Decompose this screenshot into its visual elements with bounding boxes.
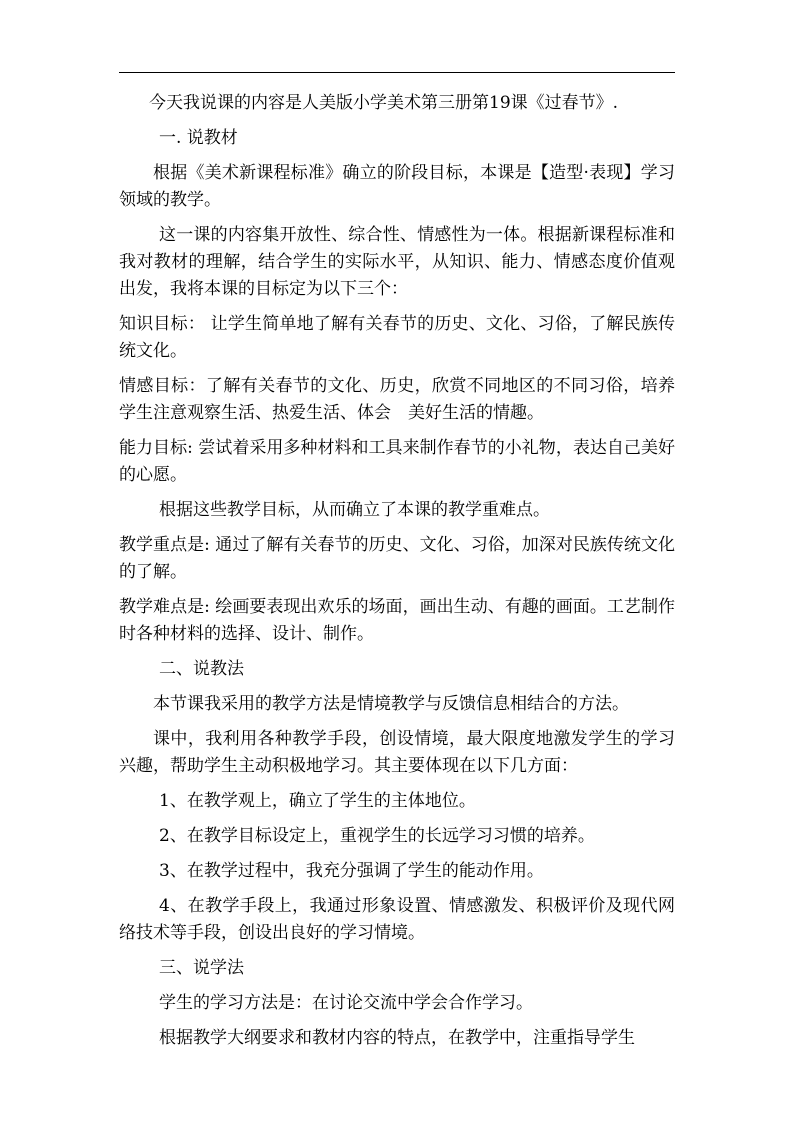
list-item-4: 4、在教学手段上，我通过形象设置、情感激发、积极评价及现代网络技术等手段，创设出良好的学习情境。	[119, 896, 675, 943]
paragraph-key-difficult-intro: 根据这些教学目标，从而确立了本课的教学重难点。	[159, 500, 550, 520]
header-rule	[119, 72, 675, 73]
goal-emotion: 情感目标：了解有关春节的文化、历史，欣赏不同地区的不同习俗，培养学生注意观察生活、热爱生活、体会 美好生活的情趣。	[119, 376, 675, 423]
goal-knowledge: 知识目标： 让学生简单地了解有关春节的历史、文化、习俗，了解民族传统文化。	[119, 314, 675, 361]
section-heading-learning-method: 三、说学法	[159, 958, 244, 978]
section-heading-teaching-method: 二、说教法	[159, 659, 244, 679]
difficult-point: 教学难点是: 绘画要表现出欢乐的场面，画出生动、有趣的画面。工艺制作时各种材料的选择、设计、制作。	[119, 597, 675, 644]
paragraph-syllabus: 根据教学大纲要求和教材内容的特点，在教学中，注重指导学生	[159, 1028, 635, 1048]
goal-ability: 能力目标: 尝试着采用多种材料和工具来制作春节的小礼物，表达自己美好的心愿。	[119, 438, 675, 485]
key-point: 教学重点是: 通过了解有关春节的历史、文化、习俗，加深对民族传统文化的了解。	[119, 535, 675, 582]
list-item-2: 2、在教学目标设定上，重视学生的长远学习习惯的培养。	[159, 826, 595, 846]
intro-paragraph: 今天我说课的内容是人美版小学美术第三册第19课《过春节》.	[149, 93, 619, 113]
paragraph-curriculum-standard: 根据《美术新课程标准》确立的阶段目标，本课是【造型·表现】学习领域的教学。	[119, 163, 675, 210]
paragraph-lesson-content: 这一课的内容集开放性、综合性、情感性为一体。根据新课程标准和我对教材的理解，结合学生的实际水平，从知识、能力、情感态度价值观出发，我将本课的目标定为以下三个：	[119, 225, 675, 299]
paragraph-learning-method: 学生的学习方法是：在讨论交流中学会合作学习。	[159, 993, 533, 1013]
paragraph-teaching-method: 本节课我采用的教学方法是情境教学与反馈信息相结合的方法。	[153, 694, 629, 714]
list-item-3: 3、在教学过程中，我充分强调了学生的能动作用。	[159, 861, 544, 881]
document-body	[119, 90, 675, 1060]
list-item-1: 1、在教学观上，确立了学生的主体地位。	[159, 791, 476, 811]
section-heading-teaching-material: 一. 说教材	[159, 128, 238, 148]
paragraph-teaching-means: 课中，我利用各种教学手段，创设情境，最大限度地激发学生的学习兴趣，帮助学生主动积极地学习。其主要体现在以下几方面：	[119, 729, 675, 776]
